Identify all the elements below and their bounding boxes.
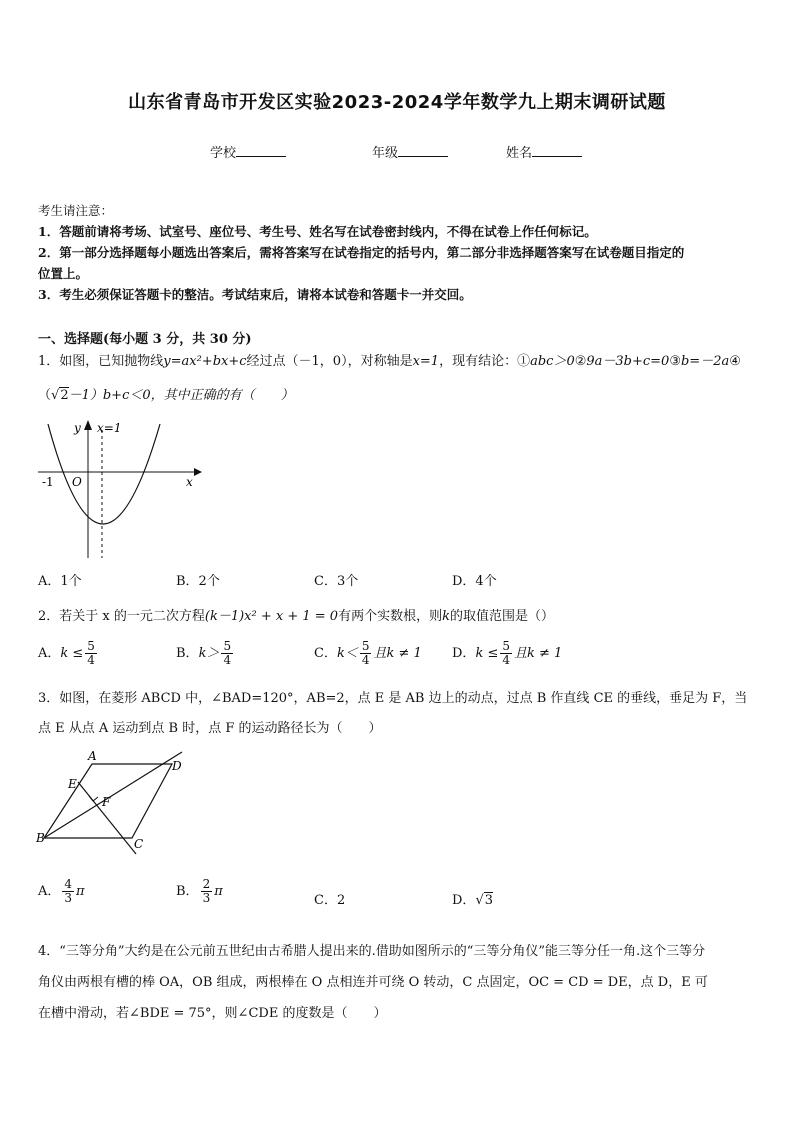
name-field bbox=[506, 142, 582, 161]
q2-text-c: 的取值范围是（） bbox=[449, 609, 554, 624]
q3-a-den: 3 bbox=[64, 891, 73, 905]
q2-option-a[interactable] bbox=[38, 640, 99, 667]
q2-a-den: 4 bbox=[87, 653, 95, 667]
notice-item-3: 3．考生必须保证答题卡的整洁。考试结束后，请将本试卷和答题卡一并交回。 bbox=[38, 287, 472, 302]
q3-label-a: A bbox=[88, 749, 97, 763]
notice-heading: 考生请注意： bbox=[38, 203, 114, 218]
q3-label-e: E bbox=[68, 777, 77, 791]
q2-c-frac bbox=[360, 640, 372, 667]
q3-d-label: D． bbox=[452, 893, 476, 908]
q2-c-num: 5 bbox=[361, 639, 370, 653]
q1-c2-prefix: ② bbox=[574, 354, 587, 369]
q1-axis: x=1 bbox=[412, 354, 440, 369]
q1-x-label: x bbox=[186, 475, 193, 489]
q2-d-frac bbox=[500, 640, 512, 667]
school-blank[interactable] bbox=[236, 143, 286, 157]
q1-option-c[interactable]: C．3个 bbox=[314, 574, 359, 589]
question-3 bbox=[38, 684, 760, 744]
q3-b-pi: π bbox=[214, 884, 223, 899]
q1-text-a: 1．如图，已知抛物线 bbox=[38, 354, 164, 369]
question-4 bbox=[38, 936, 760, 1029]
notice-block bbox=[38, 200, 760, 305]
q1-y-label: y bbox=[74, 421, 81, 435]
q2-a-num: 5 bbox=[87, 639, 95, 653]
q1-sqrt: 2 bbox=[60, 388, 69, 403]
school-label: 学校 bbox=[210, 146, 237, 161]
q1-y-arrow bbox=[84, 420, 92, 430]
q3-option-c[interactable] bbox=[314, 889, 345, 908]
q1-conclusion-2: 9a－3b+c=0 bbox=[586, 354, 670, 369]
name-blank[interactable] bbox=[532, 143, 582, 157]
q3-label-b: B bbox=[36, 831, 45, 845]
q3-b-num: 2 bbox=[202, 877, 211, 891]
q1-formula: y=ax²+bx+c bbox=[163, 354, 247, 369]
q1-option-a[interactable]: A．1个 bbox=[38, 574, 82, 589]
q1-c3-prefix: ③ bbox=[669, 354, 681, 369]
q3-a-label: A． bbox=[38, 884, 61, 899]
q2-c-den: 4 bbox=[361, 653, 370, 667]
section-heading: 一、选择题(每小题 3 分，共 30 分) bbox=[38, 332, 252, 347]
q1-line-2: （√2－1）b+c＜0，其中正确的有（ ） bbox=[38, 388, 294, 403]
q3-c-text: 2 bbox=[336, 893, 346, 908]
q3-line-2: 点 E 从点 A 运动到点 B 时，点 F 的运动路径长为（ ） bbox=[38, 721, 382, 736]
q3-line-1: 3．如图，在菱形 ABCD 中，∠BAD=120°，AB=2，点 E 是 AB 边上的动点，过点 B 作直线 CE 的垂线，垂足为 F，当 bbox=[38, 691, 748, 706]
q3-b-frac bbox=[201, 878, 213, 905]
q2-option-d[interactable] bbox=[452, 640, 562, 667]
page-title: 山东省青岛市开发区实验2023-2024学年数学九上期末调研试题 bbox=[128, 92, 666, 113]
q1-paren-open: （ bbox=[38, 388, 52, 403]
q2-text-a: 2．若关于 x 的一元二次方程 bbox=[38, 609, 205, 624]
q3-line-ce bbox=[78, 782, 136, 854]
q2-a-frac bbox=[85, 640, 97, 667]
q2-d-rel: k ≤ bbox=[475, 646, 499, 661]
q3-b-den: 3 bbox=[202, 891, 211, 905]
q1-text-b: 经过点（－1，0），对称轴是 bbox=[246, 354, 413, 369]
q4-line-2: 角仪由两根有槽的棒 OA，OB 组成，两根棒在 O 点相连并可绕 O 转动，C 点固定，OC = CD = DE，点 D，E 可 bbox=[38, 975, 708, 990]
school-field bbox=[210, 142, 286, 161]
q2-c-tail: 且k ≠ 1 bbox=[373, 646, 422, 661]
q2-a-label: A． bbox=[38, 646, 61, 661]
q1-x-arrow bbox=[194, 468, 202, 476]
q4-line-3: 在槽中滑动，若∠BDE = 75°，则∠CDE 的度数是（ ） bbox=[38, 1006, 387, 1021]
q3-a-pi: π bbox=[76, 884, 85, 899]
q3-c-label: C． bbox=[314, 893, 337, 908]
q1-c4-prefix: ④ bbox=[729, 354, 741, 369]
question-2 bbox=[38, 606, 760, 628]
q1-neg-label: -1 bbox=[42, 475, 54, 489]
q1-parabola bbox=[48, 424, 160, 524]
notice-item-2-cont: 位置上。 bbox=[38, 266, 89, 281]
q1-option-d[interactable]: D．4个 bbox=[452, 574, 497, 589]
q2-b-label: B． bbox=[176, 646, 199, 661]
name-label: 姓名 bbox=[506, 146, 533, 161]
q1-axis-label: x=1 bbox=[97, 421, 122, 435]
q2-b-rel: k＞ bbox=[198, 646, 220, 661]
q2-d-den: 4 bbox=[502, 653, 510, 667]
grade-field bbox=[372, 142, 448, 161]
q3-a-frac bbox=[62, 878, 74, 905]
q2-var: k bbox=[442, 609, 450, 624]
q3-b-label: B． bbox=[176, 884, 199, 899]
q2-b-num: 5 bbox=[223, 639, 232, 653]
q2-option-c[interactable] bbox=[314, 640, 422, 667]
q3-label-f: F bbox=[102, 795, 111, 809]
q3-d-sqrt: 3 bbox=[484, 893, 494, 908]
q3-option-a[interactable] bbox=[38, 878, 85, 905]
q3-label-c: C bbox=[134, 837, 144, 851]
q2-formula: (k－1)x² + x + 1 = 0 bbox=[204, 609, 339, 624]
q2-d-label: D． bbox=[452, 646, 476, 661]
q1-conclusion-1: abc＞0 bbox=[530, 354, 575, 369]
q2-text-b: 有两个实数根，则 bbox=[338, 609, 443, 624]
q3-option-d[interactable]: D．√3 bbox=[452, 893, 494, 908]
q2-a-rel: k ≤ bbox=[60, 646, 84, 661]
q4-line-1: 4．“三等分角”大约是在公元前五世纪由古希腊人提出来的.借助如图所示的“三等分角仪”能三等分任一角.这个三等分 bbox=[38, 944, 706, 959]
q1-origin-label: O bbox=[72, 475, 82, 489]
q3-rhombus-figure bbox=[34, 748, 194, 858]
q2-b-den: 4 bbox=[223, 653, 232, 667]
q1-option-b[interactable]: B．2个 bbox=[176, 574, 220, 589]
q3-option-b[interactable] bbox=[176, 878, 223, 905]
q3-a-num: 4 bbox=[64, 877, 73, 891]
notice-item-1: 1．答题前请将考场、试室号、座位号、考生号、姓名写在试卷密封线内，不得在试卷上作任何标记。 bbox=[38, 224, 597, 239]
grade-blank[interactable] bbox=[398, 143, 448, 157]
notice-item-2: 2．第一部分选择题每小题选出答案后，需将答案写在试卷指定的括号内，第二部分非选择题答案写在试卷题目指定的 bbox=[38, 245, 685, 260]
grade-label: 年级 bbox=[372, 146, 399, 161]
q2-c-label: C． bbox=[314, 646, 337, 661]
question-1 bbox=[38, 351, 760, 407]
q3-label-d: D bbox=[172, 759, 182, 773]
q1-line2-rest: －1）b+c＜0，其中正确的有（ ） bbox=[68, 388, 294, 403]
q1-parabola-figure bbox=[34, 416, 204, 562]
q1-conclusion-3: b=－2a bbox=[680, 354, 730, 369]
q2-b-frac bbox=[221, 640, 233, 667]
q2-option-b[interactable] bbox=[176, 640, 235, 667]
q1-line-1 bbox=[38, 351, 760, 373]
q1-text-c: ，现有结论：① bbox=[439, 354, 531, 369]
q2-d-num: 5 bbox=[502, 639, 510, 653]
q2-c-rel: k＜ bbox=[336, 646, 358, 661]
q2-d-tail: 且k ≠ 1 bbox=[513, 646, 563, 661]
